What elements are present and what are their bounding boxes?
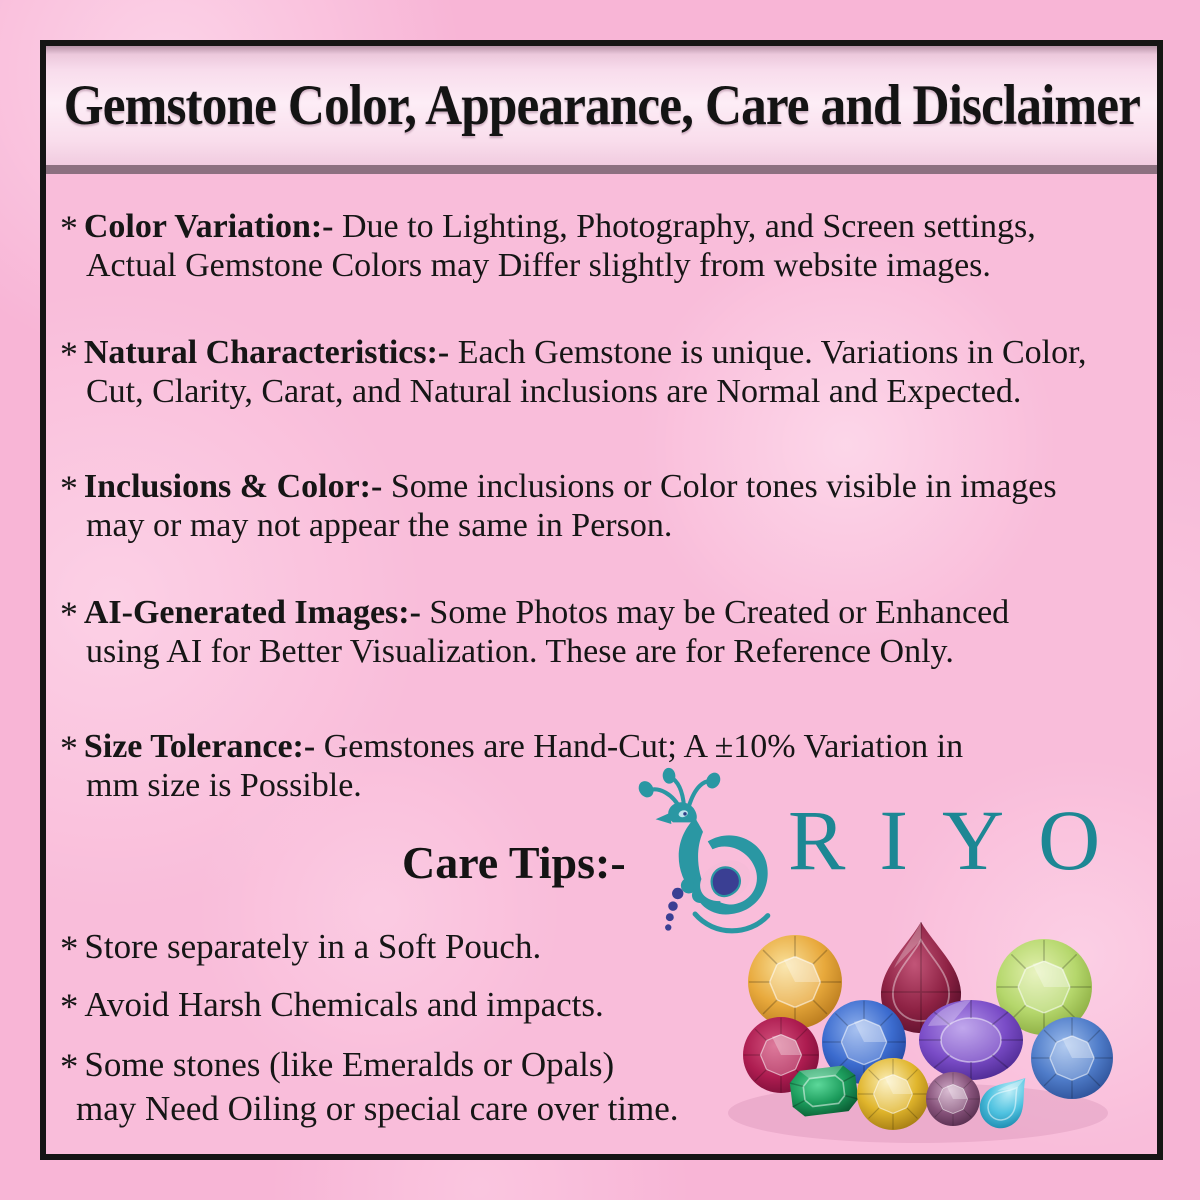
disclaimer-line [60, 592, 1131, 632]
care-tip-item [60, 982, 777, 1027]
asterisk-bullet-icon: * [60, 986, 79, 1027]
disclaimer-text: mm size is Possible. [86, 767, 362, 804]
care-tip-item [60, 1042, 777, 1131]
care-tip-item [60, 924, 777, 969]
care-tip-text: * Some stones (like Emeralds or Opals) [60, 1045, 615, 1087]
disclaimer-text: Gemstones are Hand-Cut; A ±10% Variation in [315, 728, 964, 765]
care-tip-text: * Avoid Harsh Chemicals and impacts. [60, 985, 604, 1027]
disclaimer-text: Each Gemstone is unique. Variations in Color, [449, 334, 1087, 371]
gemstones-image [698, 908, 1160, 1153]
care-tip-text: may Need Oiling or special care over time. [76, 1089, 679, 1128]
disclaimer-item-ai-generated-images [60, 592, 1131, 671]
disclaimer-text: Some inclusions or Color tones visible in images [382, 468, 1057, 505]
disclaimer-line [60, 206, 1131, 246]
care-tips-heading: Care Tips:- [402, 837, 626, 888]
disclaimer-line [60, 466, 1131, 506]
disclaimer-line [60, 332, 1131, 372]
asterisk-bullet-icon: * [60, 728, 78, 768]
disclaimer-text: using AI for Better Visualization. These are for Reference Only. [86, 633, 954, 670]
asterisk-bullet-icon: * [60, 468, 78, 508]
disclaimer-text: may or may not appear the same in Person. [86, 507, 673, 544]
disclaimer-text: Cut, Clarity, Carat, and Natural inclusions are Normal and Expected. [86, 373, 1022, 410]
brand-name: RIYO [788, 792, 1135, 888]
asterisk-bullet-icon: * [60, 1046, 79, 1087]
asterisk-bullet-icon: * [60, 334, 78, 374]
disclaimer-text: Actual Gemstone Colors may Differ slightly from website images. [86, 247, 991, 284]
title-band [46, 46, 1157, 174]
asterisk-bullet-icon: * [60, 594, 78, 634]
disclaimer-text: Some Photos may be Created or Enhanced [420, 594, 1010, 631]
care-tip-text: * Store separately in a Soft Pouch. [60, 927, 542, 969]
disclaimer-head: AI-Generated Images:- [83, 594, 421, 631]
disclaimer-head: Inclusions & Color:- [83, 468, 383, 505]
disclaimer-text: Due to Lighting, Photography, and Screen settings, [333, 208, 1036, 245]
disclaimer-item-color-variation [60, 206, 1131, 285]
disclaimer-item-inclusions-color [60, 466, 1131, 545]
disclaimer-item-natural-characteristics [60, 332, 1131, 411]
asterisk-bullet-icon: * [60, 208, 78, 248]
disclaimer-line [60, 726, 1131, 766]
page-title: Gemstone Color, Appearance, Care and Disclaimer [63, 74, 1140, 137]
disclaimer-head: Size Tolerance:- [83, 728, 316, 765]
disclaimer-head: Natural Characteristics:- [83, 334, 450, 371]
asterisk-bullet-icon: * [60, 928, 79, 969]
disclaimer-frame [40, 40, 1163, 1160]
disclaimer-head: Color Variation:- [83, 208, 334, 245]
